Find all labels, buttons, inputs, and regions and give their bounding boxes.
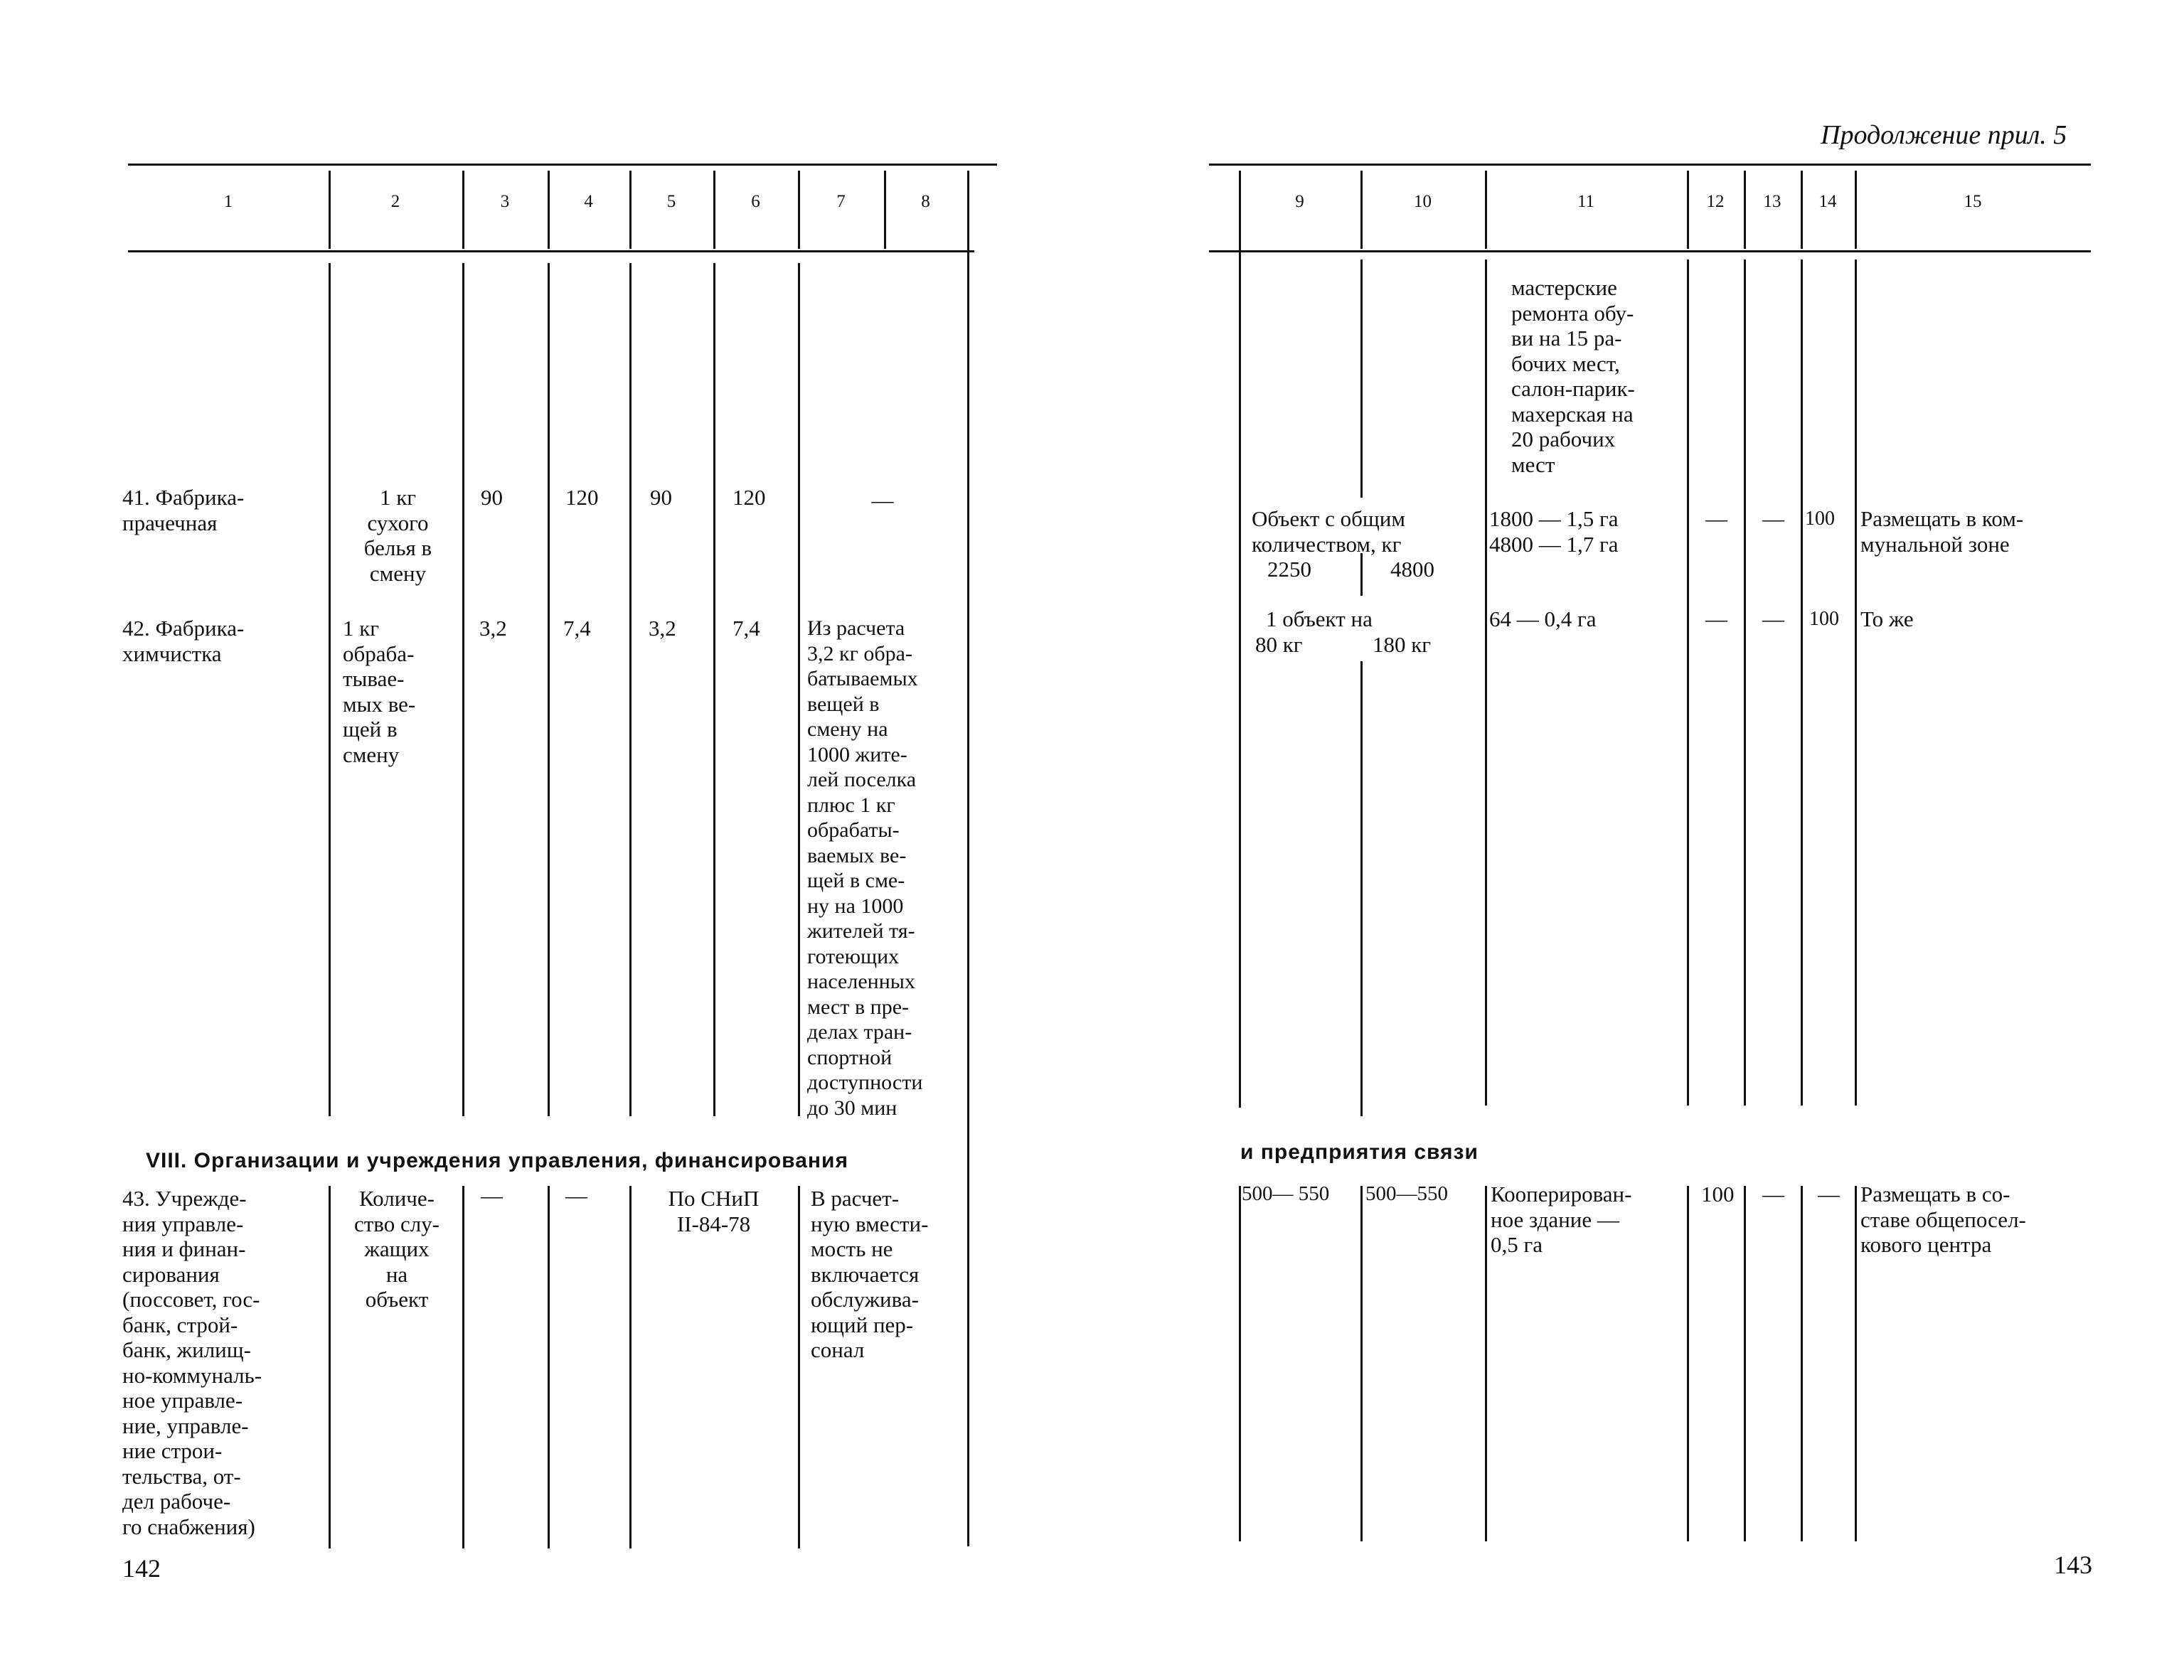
section-heading-right: и предприятия связи xyxy=(1240,1140,1479,1164)
row41-c9: 2250 xyxy=(1267,557,1311,582)
row42-c11: 64 — 0,4 га xyxy=(1489,606,1597,631)
row42-c15: То же xyxy=(1860,606,1914,631)
row41-c14: 100 xyxy=(1805,508,1835,530)
section-heading-left: VIII. Организации и учреждения управления, финансирования xyxy=(146,1149,848,1172)
col-header: 14 xyxy=(1818,192,1837,211)
col-header: 7 xyxy=(836,192,846,211)
header-bottom-rule xyxy=(1209,250,2091,252)
row42-c4: 7,4 xyxy=(563,616,591,641)
row41-c15: Размещать в ком- мунальной зоне xyxy=(1860,506,2024,557)
row41-c13: — xyxy=(1762,506,1784,531)
row43-c15: Размещать в со- ставе общепосел- кового центра xyxy=(1860,1182,2026,1257)
col-header: 3 xyxy=(500,192,510,211)
col-header: 13 xyxy=(1763,192,1781,211)
col-divider xyxy=(1855,1186,1857,1541)
col-divider xyxy=(798,263,800,1116)
row43-c4: — xyxy=(565,1183,587,1208)
row41-c9-10-label: Объект с общим количеством, кг xyxy=(1252,506,1405,557)
col-header: 8 xyxy=(921,192,930,211)
col-divider xyxy=(462,263,464,1116)
row43-c9: 500— 550 xyxy=(1242,1182,1330,1205)
carryover-c11: мастерские ремонта обу- ви на 15 ра- бочих мест, салон-парик- махерская на 20 рабочих мест xyxy=(1511,275,1635,477)
col-divider xyxy=(629,263,632,1116)
row41-c7: — xyxy=(871,488,894,513)
row43-c12: 100 xyxy=(1701,1182,1735,1207)
row42-c6: 7,4 xyxy=(733,616,760,641)
row42-unit: 1 кг обраба- тывае- мых ве- щей в смену xyxy=(343,616,416,767)
row41-c4: 120 xyxy=(565,485,599,510)
col-header: 1 xyxy=(223,192,233,211)
row42-c9: 80 кг xyxy=(1255,632,1303,657)
row42-c9-10-label: 1 объект на xyxy=(1266,606,1373,631)
row43-name: 43. Учрежде- ния управле- ния и финан- сирования (поссовет, гос- банк, строй- банк, жилищ- но-коммуналь- ное управле- ние, управле- ние строи- тельства, от- дел рабоче- го снабжения) xyxy=(122,1186,262,1539)
row41-c5: 90 xyxy=(650,485,672,510)
col-header: 2 xyxy=(390,192,400,211)
col-divider xyxy=(1744,1186,1746,1541)
row41-c10: 4800 xyxy=(1390,557,1434,582)
col-header: 6 xyxy=(751,192,760,211)
col-divider xyxy=(1239,171,1241,1108)
col-divider xyxy=(1485,1186,1487,1541)
row41-c11: 1800 — 1,5 га 4800 — 1,7 га xyxy=(1489,506,1619,557)
row42-c7: Из расчета 3,2 кг обра- батываемых вещей в смену на 1000 жите- лей поселка плюс 1 кг обрабаты- ваемых ве- щей в сме- ну на 1000 жителей тя- готеющих населенных мест в пре- делах тран- спортной доступности до 30 мин xyxy=(807,616,923,1120)
table-top-rule xyxy=(1209,164,2091,166)
row41-c3: 90 xyxy=(481,485,503,510)
col-divider xyxy=(548,1186,550,1548)
col-divider xyxy=(1687,260,1689,1106)
col-divider xyxy=(1687,1186,1689,1541)
row42-c13: — xyxy=(1762,606,1784,631)
col-divider xyxy=(1801,260,1803,1106)
col-divider xyxy=(1360,1186,1363,1541)
col-divider xyxy=(548,263,550,1116)
col-divider xyxy=(1239,1186,1241,1541)
col-header: 12 xyxy=(1706,192,1725,211)
page-number-left: 142 xyxy=(122,1554,161,1583)
col-divider xyxy=(1360,553,1363,596)
row43-unit: Количе- ство слу- жащих на объект xyxy=(353,1186,440,1312)
col-divider xyxy=(1801,1186,1803,1541)
row42-name: 42. Фабрика- химчистка xyxy=(122,616,245,666)
col-divider xyxy=(329,1186,331,1548)
col-header: 11 xyxy=(1577,192,1595,211)
row42-c14: 100 xyxy=(1809,608,1839,630)
col-divider xyxy=(967,171,969,1546)
col-divider xyxy=(798,1186,800,1548)
col-divider xyxy=(1744,260,1746,1106)
col-divider xyxy=(1360,260,1363,498)
col-header: 15 xyxy=(1964,192,1982,211)
col-divider xyxy=(1485,260,1487,1106)
col-divider xyxy=(329,263,331,1116)
row43-c13: — xyxy=(1762,1182,1784,1207)
col-header: 9 xyxy=(1295,192,1304,211)
col-divider xyxy=(629,1186,632,1548)
col-divider xyxy=(713,263,715,1116)
row43-c56: По СНиП II-84-78 xyxy=(668,1186,760,1236)
col-divider xyxy=(462,1186,464,1548)
row42-c5: 3,2 xyxy=(649,616,676,641)
row42-c10: 180 кг xyxy=(1373,632,1432,657)
row42-c3: 3,2 xyxy=(479,616,507,641)
row43-c3: — xyxy=(481,1183,503,1208)
row41-unit: 1 кг сухого белья в смену xyxy=(363,485,432,586)
col-header: 4 xyxy=(584,192,593,211)
row43-c14: — xyxy=(1818,1182,1840,1207)
page-number-right: 143 xyxy=(2054,1551,2092,1579)
row43-c11: Кооперирован- ное здание — 0,5 га xyxy=(1491,1182,1632,1257)
col-header: 5 xyxy=(666,192,676,211)
col-divider xyxy=(1360,661,1363,1116)
row42-c12: — xyxy=(1705,606,1727,631)
table-top-rule xyxy=(128,164,997,166)
col-divider xyxy=(1855,260,1857,1106)
col-header: 10 xyxy=(1414,192,1432,211)
row43-c7: В расчет- ную вмести- мость не включается обслужива- ющий пер- сонал xyxy=(811,1186,929,1362)
row43-c10: 500—550 xyxy=(1365,1182,1448,1205)
row41-c12: — xyxy=(1705,506,1727,531)
row41-name: 41. Фабрика- прачечная xyxy=(122,485,245,535)
row41-c6: 120 xyxy=(733,485,766,510)
header-bottom-rule xyxy=(128,250,974,252)
running-head: Продолжение прил. 5 xyxy=(1821,120,2067,150)
